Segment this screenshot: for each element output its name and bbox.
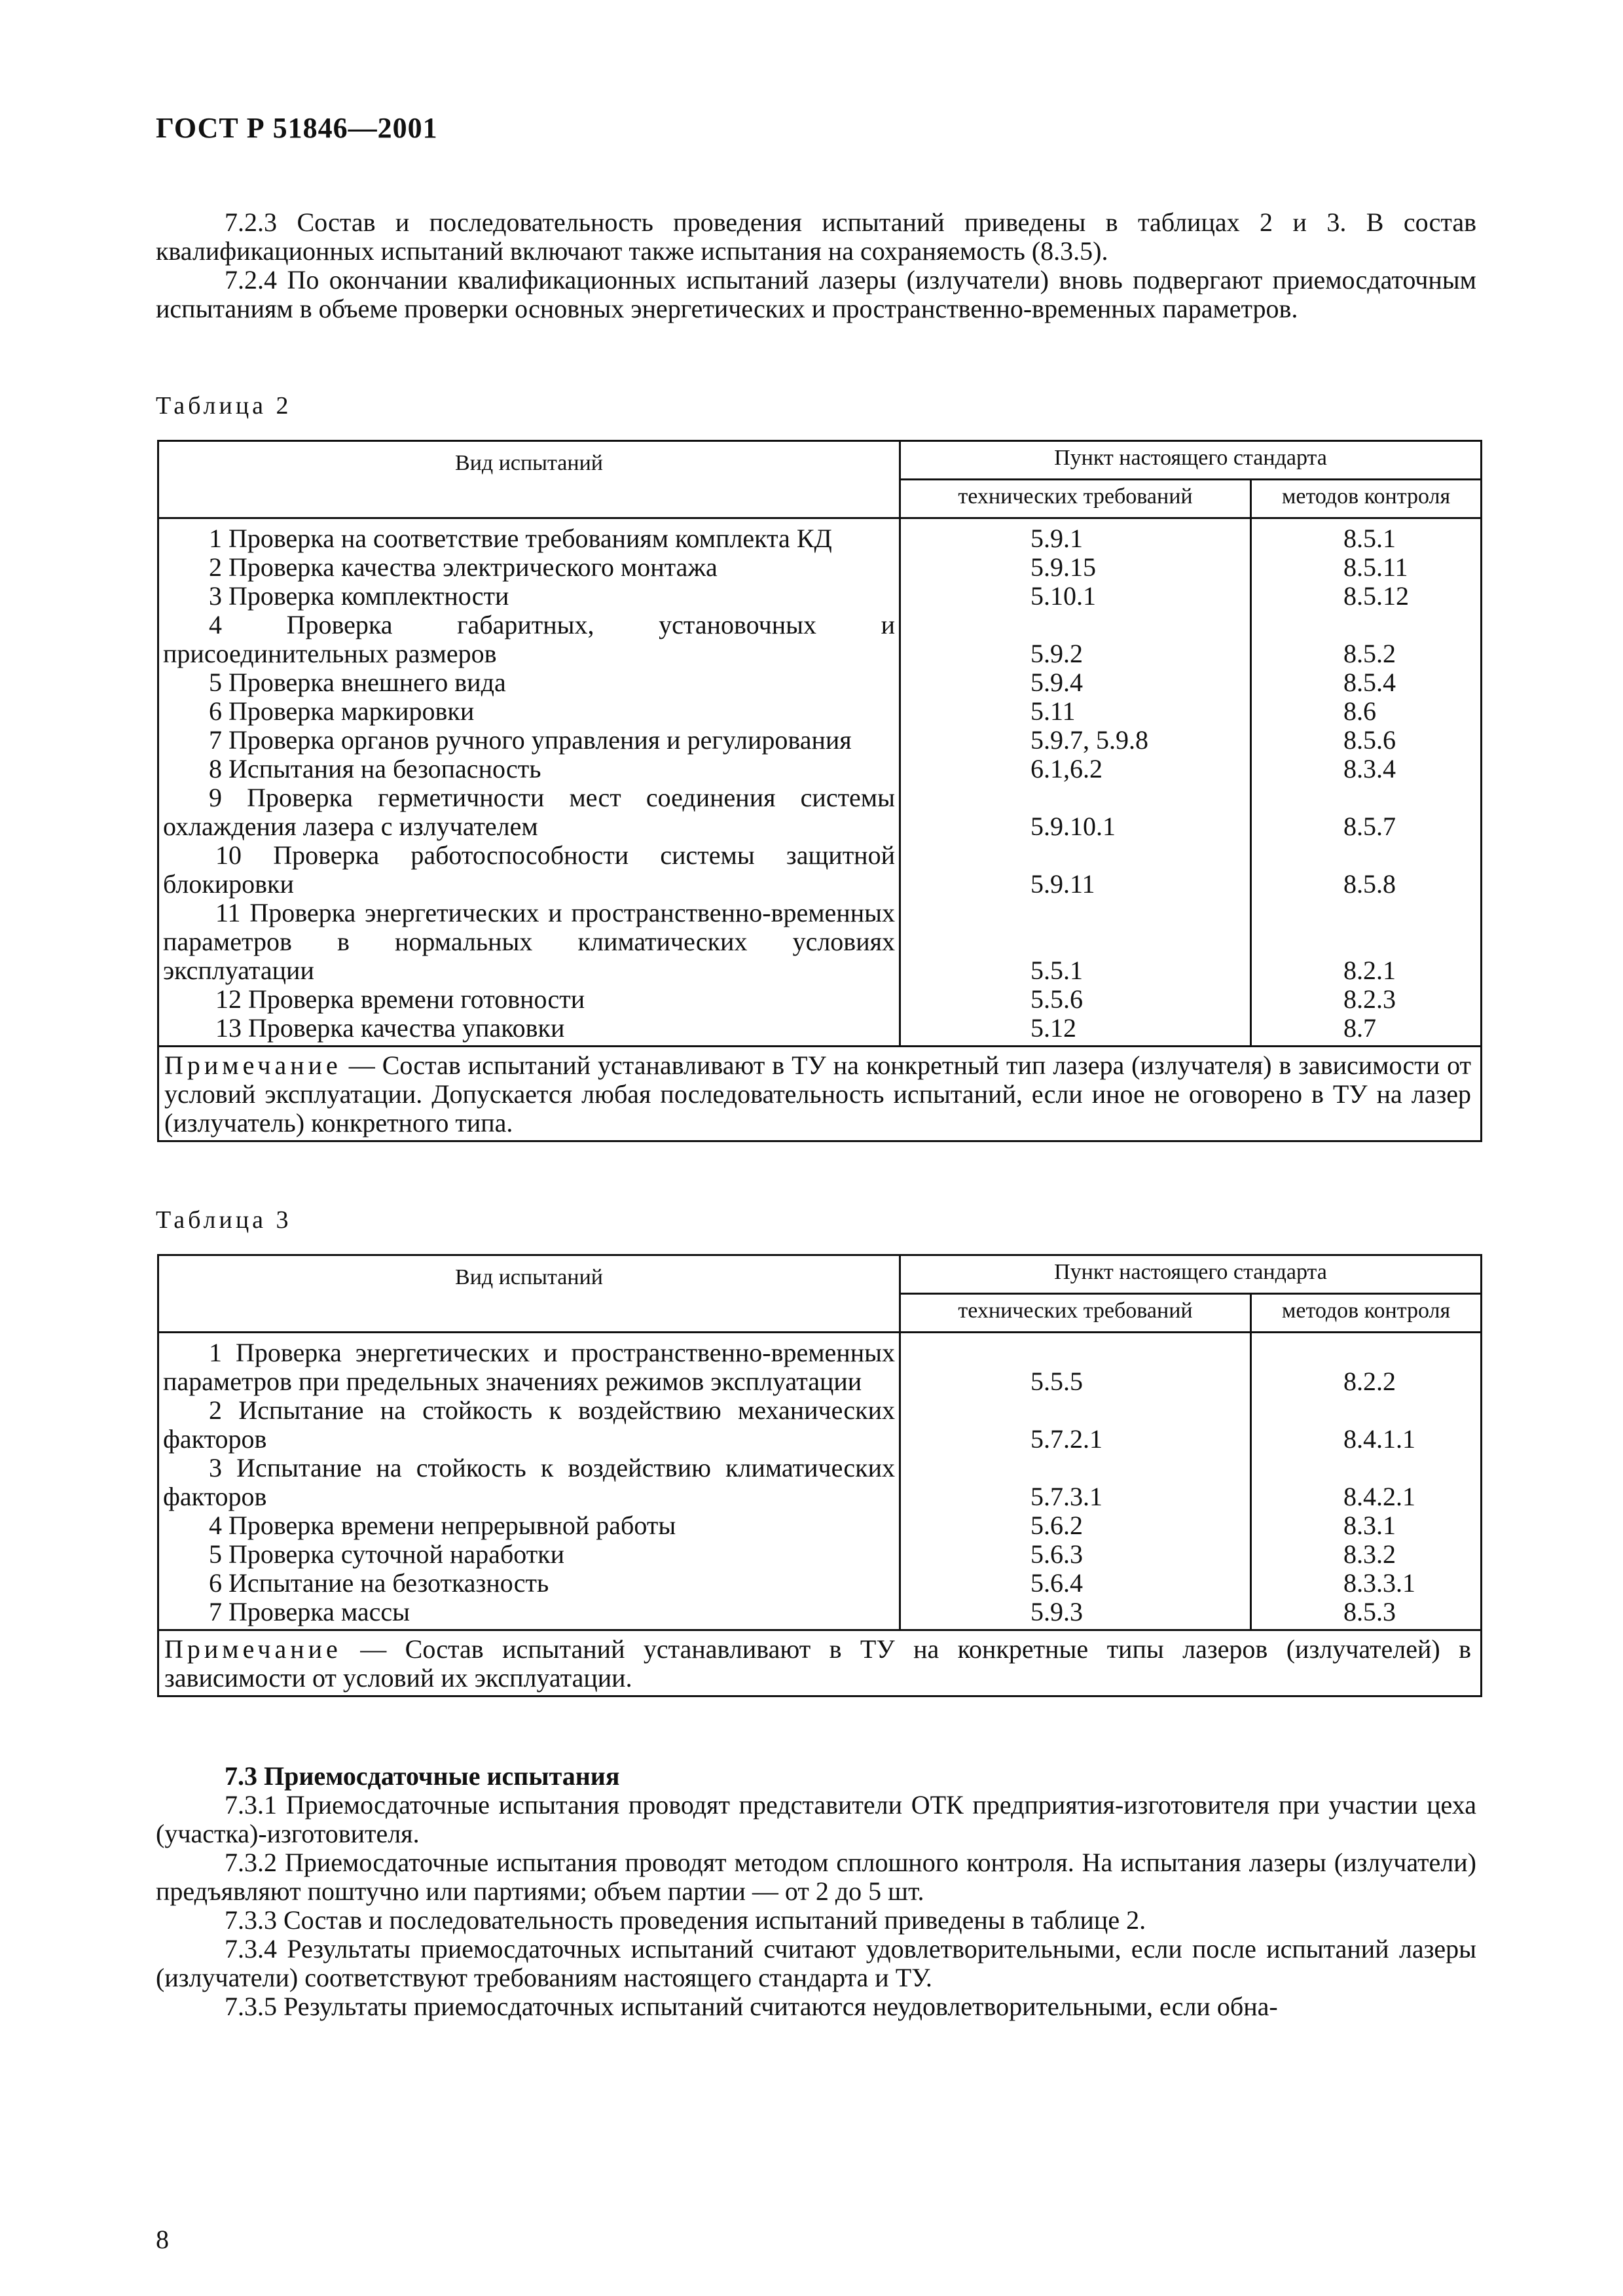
tech-clause-cell: 5.10.1 — [900, 582, 1251, 611]
method-clause-cell: 8.6 — [1251, 697, 1482, 726]
tech-clause-cell: 6.1,6.2 — [900, 755, 1251, 783]
table-row — [158, 985, 1482, 1014]
method-clause-cell: 8.5.12 — [1251, 582, 1482, 611]
table-row — [158, 1569, 1482, 1598]
tech-clause-cell: 5.5.6 — [900, 985, 1251, 1014]
method-clause-cell: 8.5.1 — [1251, 518, 1482, 554]
table-row — [158, 1396, 1482, 1454]
tech-clause-cell: 5.11 — [900, 697, 1251, 726]
test-name-cell — [158, 783, 900, 841]
table3-note-label: Примечание — [164, 1634, 342, 1664]
test-name: 3 Проверка комплектности — [209, 581, 509, 611]
method-clause-cell: 8.2.1 — [1251, 899, 1482, 985]
test-name: 12 Проверка времени готовности — [215, 984, 585, 1014]
table-row — [158, 1540, 1482, 1569]
method-clause-cell: 8.5.8 — [1251, 841, 1482, 899]
table-row — [158, 1598, 1482, 1630]
table3-note — [158, 1630, 1482, 1696]
test-name: 1 Проверка энергетических и пространственно-временных параметров при предельных значениях режимов эксплуатации — [163, 1338, 895, 1396]
test-name: 2 Проверка качества электрического монтажа — [209, 552, 718, 582]
test-name-cell — [158, 1333, 900, 1397]
paragraph-7-3-2: 7.3.2 Приемосдаточные испытания проводят методом сплошного контроля. На испытания лазеры (излучатели) предъявляют поштучно или партиями; объем партии — от 2 до 5 шт. — [156, 1848, 1476, 1906]
method-clause-cell: 8.2.3 — [1251, 985, 1482, 1014]
table2-header-methods: методов контроля — [1251, 480, 1482, 518]
test-name: 4 Проверка времени непрерывной работы — [209, 1511, 676, 1540]
document-id: ГОСТ Р 51846—2001 — [156, 112, 438, 144]
test-name: 6 Проверка маркировки — [209, 696, 475, 726]
test-name-cell — [158, 1569, 900, 1598]
test-name-cell — [158, 1014, 900, 1047]
table-row — [158, 755, 1482, 783]
table2-header-test: Вид испытаний — [158, 441, 900, 518]
tech-clause-cell: 5.9.11 — [900, 841, 1251, 899]
tech-clause-cell: 5.9.4 — [900, 668, 1251, 697]
test-name-cell — [158, 611, 900, 668]
intro-text — [156, 208, 1476, 323]
test-name-cell — [158, 1454, 900, 1511]
test-name: 8 Испытания на безопасность — [209, 754, 541, 783]
table3-caption: Таблица 3 — [156, 1206, 292, 1234]
tech-clause-cell: 5.9.2 — [900, 611, 1251, 668]
paragraph-7-3-3: 7.3.3 Состав и последовательность проведения испытаний приведены в таблице 2. — [225, 1905, 1146, 1935]
test-name-cell — [158, 755, 900, 783]
table2-body — [158, 518, 1482, 1047]
table2-note-label: Примечание — [164, 1050, 342, 1080]
test-name: 11 Проверка энергетических и пространственно-временных параметров в нормальных климатических условиях эксплуатации — [163, 898, 895, 985]
test-name-cell — [158, 697, 900, 726]
method-clause-cell: 8.7 — [1251, 1014, 1482, 1047]
table3-header-clause: Пункт настоящего стандарта — [900, 1255, 1482, 1294]
test-name: 4 Проверка габаритных, установочных и присоединительных размеров — [163, 610, 895, 668]
table-row — [158, 783, 1482, 841]
method-clause-cell: 8.5.4 — [1251, 668, 1482, 697]
paragraph-7-3-4: 7.3.4 Результаты приемосдаточных испытаний считают удовлетворительными, если после испытаний лазеры (излучатели) соответствуют требованиям настоящего стандарта и ТУ. — [156, 1934, 1476, 1992]
test-name-cell — [158, 1396, 900, 1454]
test-name: 9 Проверка герметичности мест соединения системы охлаждения лазера с излучателем — [163, 783, 895, 841]
tech-clause-cell: 5.7.3.1 — [900, 1454, 1251, 1511]
test-name: 10 Проверка работоспособности системы защитной блокировки — [163, 840, 895, 899]
tech-clause-cell: 5.9.7, 5.9.8 — [900, 726, 1251, 755]
table2-header-clause: Пункт настоящего стандарта — [900, 441, 1482, 480]
table3-header-tech: технических требований — [900, 1294, 1251, 1333]
table2-note — [158, 1047, 1482, 1141]
tech-clause-cell: 5.6.3 — [900, 1540, 1251, 1569]
section-7-3 — [156, 1762, 1476, 2021]
test-name-cell — [158, 668, 900, 697]
test-name: 5 Проверка суточной наработки — [209, 1539, 565, 1569]
test-name: 5 Проверка внешнего вида — [209, 668, 506, 697]
method-clause-cell: 8.3.1 — [1251, 1511, 1482, 1540]
test-name: 6 Испытание на безотказность — [209, 1568, 549, 1598]
method-clause-cell: 8.4.1.1 — [1251, 1396, 1482, 1454]
table-row — [158, 726, 1482, 755]
tech-clause-cell: 5.9.10.1 — [900, 783, 1251, 841]
method-clause-cell: 8.5.3 — [1251, 1598, 1482, 1630]
test-name: 7 Проверка массы — [209, 1597, 410, 1626]
tech-clause-cell: 5.12 — [900, 1014, 1251, 1047]
table2-caption: Таблица 2 — [156, 392, 292, 420]
paragraph-7-2-4: 7.2.4 По окончании квалификационных испытаний лазеры (излучатели) вновь подвергают приемосдаточным испытаниям в объеме проверки основных энергетических и пространственно-временных параметров. — [156, 265, 1476, 323]
method-clause-cell: 8.4.2.1 — [1251, 1454, 1482, 1511]
test-name-cell — [158, 553, 900, 582]
table-row — [158, 518, 1482, 554]
table2 — [157, 440, 1482, 1142]
table-row — [158, 553, 1482, 582]
table-row — [158, 1333, 1482, 1397]
table-row — [158, 841, 1482, 899]
test-name-cell — [158, 518, 900, 554]
test-name-cell — [158, 841, 900, 899]
tech-clause-cell: 5.9.15 — [900, 553, 1251, 582]
table-row — [158, 611, 1482, 668]
method-clause-cell: 8.5.11 — [1251, 553, 1482, 582]
table2-header-tech: технических требований — [900, 480, 1251, 518]
method-clause-cell: 8.3.3.1 — [1251, 1569, 1482, 1598]
tech-clause-cell: 5.5.5 — [900, 1333, 1251, 1397]
table3 — [157, 1254, 1482, 1697]
test-name-cell — [158, 899, 900, 985]
page-number: 8 — [156, 2225, 169, 2254]
table-row — [158, 1511, 1482, 1540]
test-name-cell — [158, 1598, 900, 1630]
section-7-3-title: 7.3 Приемосдаточные испытания — [225, 1761, 620, 1791]
test-name-cell — [158, 985, 900, 1014]
table-row — [158, 1014, 1482, 1047]
test-name-cell — [158, 1511, 900, 1540]
test-name: 1 Проверка на соответствие требованиям комплекта КД — [209, 524, 832, 553]
tech-clause-cell: 5.7.2.1 — [900, 1396, 1251, 1454]
test-name-cell — [158, 726, 900, 755]
method-clause-cell: 8.5.6 — [1251, 726, 1482, 755]
tech-clause-cell: 5.6.4 — [900, 1569, 1251, 1598]
test-name: 3 Испытание на стойкость к воздействию климатических факторов — [163, 1453, 895, 1511]
table3-body — [158, 1333, 1482, 1630]
table3-header-methods: методов контроля — [1251, 1294, 1482, 1333]
tech-clause-cell: 5.6.2 — [900, 1511, 1251, 1540]
paragraph-7-2-3: 7.2.3 Состав и последовательность проведения испытаний приведены в таблицах 2 и 3. В состав квалификационных испытаний включают также испытания на сохраняемость (8.3.5). — [156, 207, 1476, 266]
method-clause-cell: 8.2.2 — [1251, 1333, 1482, 1397]
method-clause-cell: 8.5.7 — [1251, 783, 1482, 841]
paragraph-7-3-5: 7.3.5 Результаты приемосдаточных испытаний считаются неудовлетворительными, если обна- — [225, 1992, 1278, 2021]
table-row — [158, 668, 1482, 697]
test-name: 7 Проверка органов ручного управления и регулирования — [209, 725, 852, 755]
tech-clause-cell: 5.9.3 — [900, 1598, 1251, 1630]
table-row — [158, 899, 1482, 985]
table2-note-text: — Состав испытаний устанавливают в ТУ на конкретный тип лазера (излучателя) в зависимости от условий эксплуатации. Допускается любая последовательность испытаний, если иное не оговорено в ТУ на лазер (излучатель) конкретного типа. — [164, 1050, 1472, 1138]
table-row — [158, 1454, 1482, 1511]
table-row — [158, 582, 1482, 611]
test-name-cell — [158, 582, 900, 611]
table3-header-test: Вид испытаний — [158, 1255, 900, 1333]
paragraph-7-3-1: 7.3.1 Приемосдаточные испытания проводят представители ОТК предприятия-изготовителя при участии цеха (участка)-изготовителя. — [156, 1790, 1476, 1848]
method-clause-cell: 8.5.2 — [1251, 611, 1482, 668]
test-name: 2 Испытание на стойкость к воздействию механических факторов — [163, 1395, 895, 1454]
tech-clause-cell: 5.9.1 — [900, 518, 1251, 554]
table3-note-text: — Состав испытаний устанавливают в ТУ на конкретные типы лазеров (излучателей) в зависимости от условий их эксплуатации. — [164, 1634, 1472, 1693]
test-name: 13 Проверка качества упаковки — [215, 1013, 565, 1043]
table-row — [158, 697, 1482, 726]
test-name-cell — [158, 1540, 900, 1569]
method-clause-cell: 8.3.2 — [1251, 1540, 1482, 1569]
tech-clause-cell: 5.5.1 — [900, 899, 1251, 985]
method-clause-cell: 8.3.4 — [1251, 755, 1482, 783]
